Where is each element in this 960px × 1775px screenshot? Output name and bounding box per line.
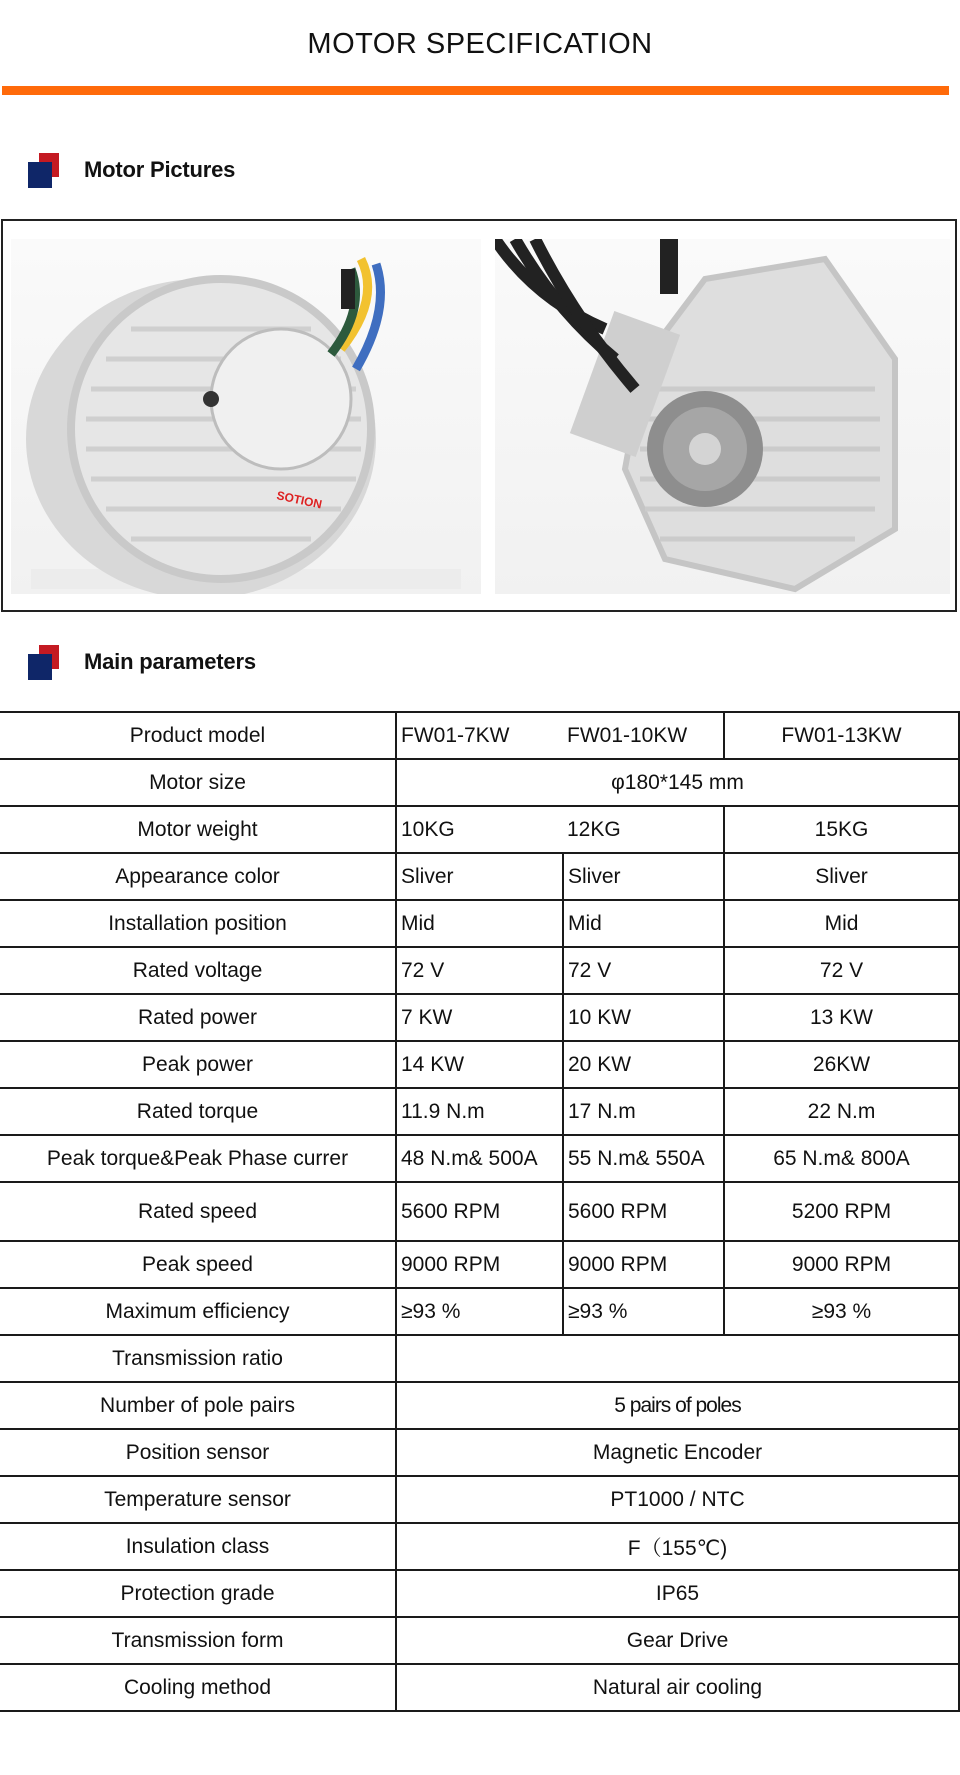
row-label: Maximum efficiency [0,1288,396,1335]
row-label: Motor size [0,759,396,806]
value-cell: 22 N.m [724,1088,959,1135]
value-cell: Sliver [563,853,724,900]
value-cell: 65 N.m& 800A [724,1135,959,1182]
table-row [0,1382,959,1429]
row-label: Motor weight [0,806,396,853]
value-cell: 9000 RPM [396,1241,563,1288]
row-label: Installation position [0,900,396,947]
model-cell: FW01-7KW FW01-10KW [396,712,724,759]
row-label: Peak torque&Peak Phase currer [0,1135,396,1182]
row-label: Temperature sensor [0,1476,396,1523]
value-cell: 14 KW [396,1041,563,1088]
table-row [0,806,959,853]
row-label: Insulation class [0,1523,396,1570]
value-cell: 72 V [724,947,959,994]
row-label: Peak power [0,1041,396,1088]
table-row [0,1664,959,1711]
row-label: Rated speed [0,1182,396,1241]
value-cell: 26KW [724,1041,959,1088]
value-cell: Magnetic Encoder [396,1429,959,1476]
model-cell: FW01-13KW [724,712,959,759]
row-label: Cooling method [0,1664,396,1711]
table-row [0,994,959,1041]
value-cell: 5200 RPM [724,1182,959,1241]
value-cell: 48 N.m& 500A [396,1135,563,1182]
table-row [0,712,959,759]
orange-divider [2,86,949,95]
row-label: Product model [0,712,396,759]
value-cell [396,1335,959,1382]
parameters-table [0,711,960,1712]
row-label: Transmission ratio [0,1335,396,1382]
table-row [0,947,959,994]
table-row [0,1476,959,1523]
table-row [0,1429,959,1476]
value-cell: Mid [563,900,724,947]
value-cell: 55 N.m& 550A [563,1135,724,1182]
row-label: Appearance color [0,853,396,900]
value-cell: ≥93 % [396,1288,563,1335]
table-row [0,1241,959,1288]
row-label: Rated torque [0,1088,396,1135]
value-cell: Sliver [724,853,959,900]
value-cell: 10KG 12KG [396,806,724,853]
table-row [0,759,959,806]
value-cell: 72 V [563,947,724,994]
value-cell: 10 KW [563,994,724,1041]
page-title: MOTOR SPECIFICATION [307,28,653,60]
row-label: Rated power [0,994,396,1041]
value-cell: Mid [724,900,959,947]
value-cell: ≥93 % [563,1288,724,1335]
value-cell: 7 KW [396,994,563,1041]
table-row [0,1617,959,1664]
section-heading: Motor Pictures [84,157,236,182]
section-motor-pictures [28,152,235,188]
value-cell: 5600 RPM [396,1182,563,1241]
value-cell: IP65 [396,1570,959,1617]
table-row [0,1570,959,1617]
value-cell: 20 KW [563,1041,724,1088]
table-row [0,1523,959,1570]
table-row [0,1182,959,1241]
row-label: Peak speed [0,1241,396,1288]
value-cell: Sliver [396,853,563,900]
value-cell: 13 KW [724,994,959,1041]
section-bullet-icon [28,645,62,679]
value-cell: Mid [396,900,563,947]
row-label: Rated voltage [0,947,396,994]
table-row [0,1288,959,1335]
section-main-parameters [28,644,256,680]
table-row [0,853,959,900]
value-cell: 5600 RPM [563,1182,724,1241]
section-heading: Main parameters [84,649,256,674]
value-cell: Natural air cooling [396,1664,959,1711]
motor-front-view-image [11,239,481,594]
row-label: Position sensor [0,1429,396,1476]
value-cell: 11.9 N.m [396,1088,563,1135]
svg-text:SOTION: SOTION [275,488,324,512]
table-row [0,1041,959,1088]
value-cell: φ180*145 mm [396,759,959,806]
table-row [0,900,959,947]
motor-pictures-frame [1,219,957,612]
value-cell: 5 pairs of poles [396,1382,959,1429]
value-cell: 9000 RPM [724,1241,959,1288]
motor-pulley-side-view-image [495,239,950,594]
value-cell: F（155℃) [396,1523,959,1570]
value-cell: 17 N.m [563,1088,724,1135]
value-cell: PT1000 / NTC [396,1476,959,1523]
value-cell: 9000 RPM [563,1241,724,1288]
row-label: Protection grade [0,1570,396,1617]
value-cell: Gear Drive [396,1617,959,1664]
row-label: Transmission form [0,1617,396,1664]
value-cell: ≥93 % [724,1288,959,1335]
value-cell: 15KG [724,806,959,853]
value-cell: 72 V [396,947,563,994]
row-label: Number of pole pairs [0,1382,396,1429]
table-row [0,1088,959,1135]
section-bullet-icon [28,153,62,187]
table-row [0,1135,959,1182]
table-row [0,1335,959,1382]
